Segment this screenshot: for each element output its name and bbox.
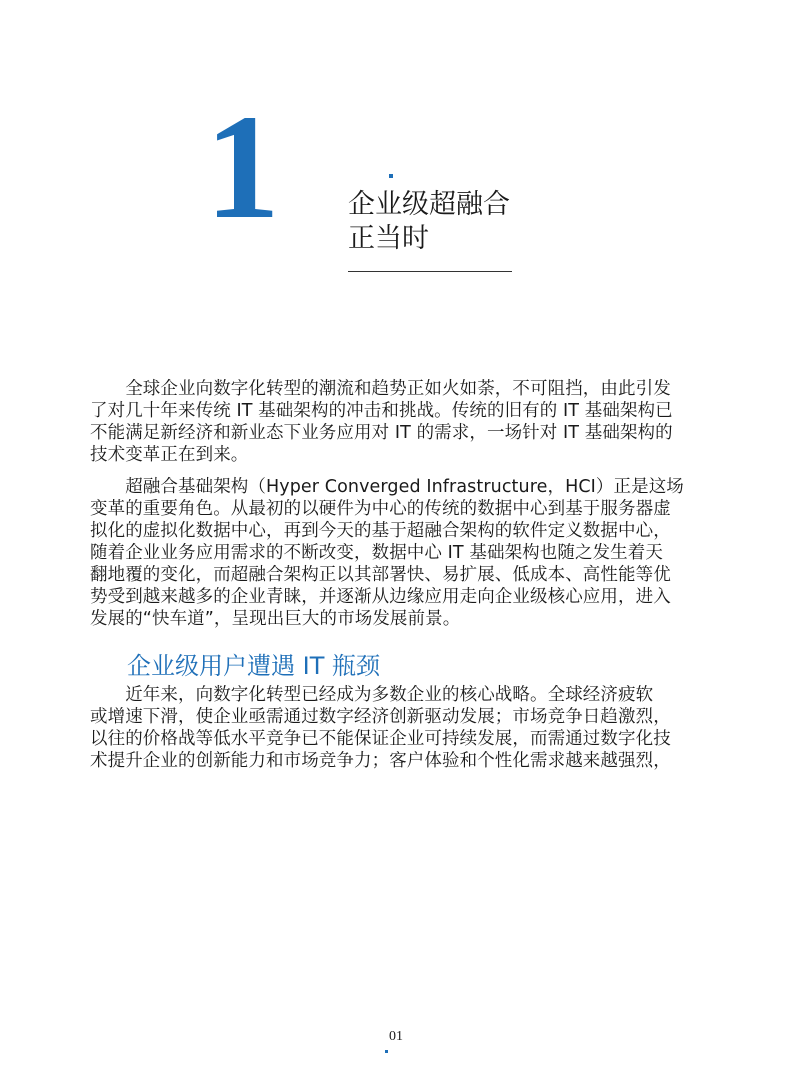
text-line: 势受到越来越多的企业青睐，并逐渐从边缘应用走向企业级核心应用，进入	[90, 587, 671, 607]
paragraph-hci	[90, 476, 718, 630]
text-line: 或增速下滑，使企业亟需通过数字经济创新驱动发展；市场竞争日趋激烈，	[90, 707, 671, 727]
chapter-title-line-2: 正当时	[348, 223, 429, 254]
text-line: 超融合基础架构（Hyper Converged Infrastructure，HCI）正是这场	[90, 477, 684, 497]
chapter-title	[348, 188, 548, 256]
paragraph-intro	[90, 378, 718, 466]
text-line: 不能满足新经济和新业态下业务应用对 IT 的需求，一场针对 IT 基础架构的	[90, 423, 673, 443]
page-accent-dot	[385, 1050, 388, 1053]
chapter-number: 1	[205, 84, 276, 250]
text-line: 术提升企业的创新能力和市场竞争力；客户体验和个性化需求越来越强烈，	[90, 751, 671, 771]
paragraph-section	[90, 684, 718, 772]
text-line: 了对几十年来传统 IT 基础架构的冲击和挑战。传统的旧有的 IT 基础架构已	[90, 401, 673, 421]
page-number: 01	[389, 1029, 403, 1044]
text-line: 技术变革正在到来。	[90, 445, 249, 465]
title-divider	[348, 271, 512, 272]
title-accent-dot	[389, 174, 393, 178]
section-heading: 企业级用户遭遇 IT 瓶颈	[127, 652, 380, 680]
text-line: 随着企业业务应用需求的不断改变，数据中心 IT 基础架构也随之发生着天	[90, 543, 663, 563]
text-line: 近年来，向数字化转型已经成为多数企业的核心战略。全球经济疲软	[90, 685, 654, 705]
text-line: 翻地覆的变化，而超融合架构正以其部署快、易扩展、低成本、高性能等优	[90, 565, 671, 585]
text-line: 变革的重要角色。从最初的以硬件为中心的传统的数据中心到基于服务器虚	[90, 499, 671, 519]
chapter-title-line-1: 企业级超融合	[348, 189, 510, 220]
text-line: 发展的“快车道”，呈现出巨大的市场发展前景。	[90, 609, 461, 629]
text-line: 全球企业向数字化转型的潮流和趋势正如火如荼，不可阻挡，由此引发	[90, 379, 671, 399]
text-line: 以往的价格战等低水平竞争已不能保证企业可持续发展，而需通过数字化技	[90, 729, 671, 749]
text-line: 拟化的虚拟化数据中心，再到今天的基于超融合架构的软件定义数据中心，	[90, 521, 671, 541]
